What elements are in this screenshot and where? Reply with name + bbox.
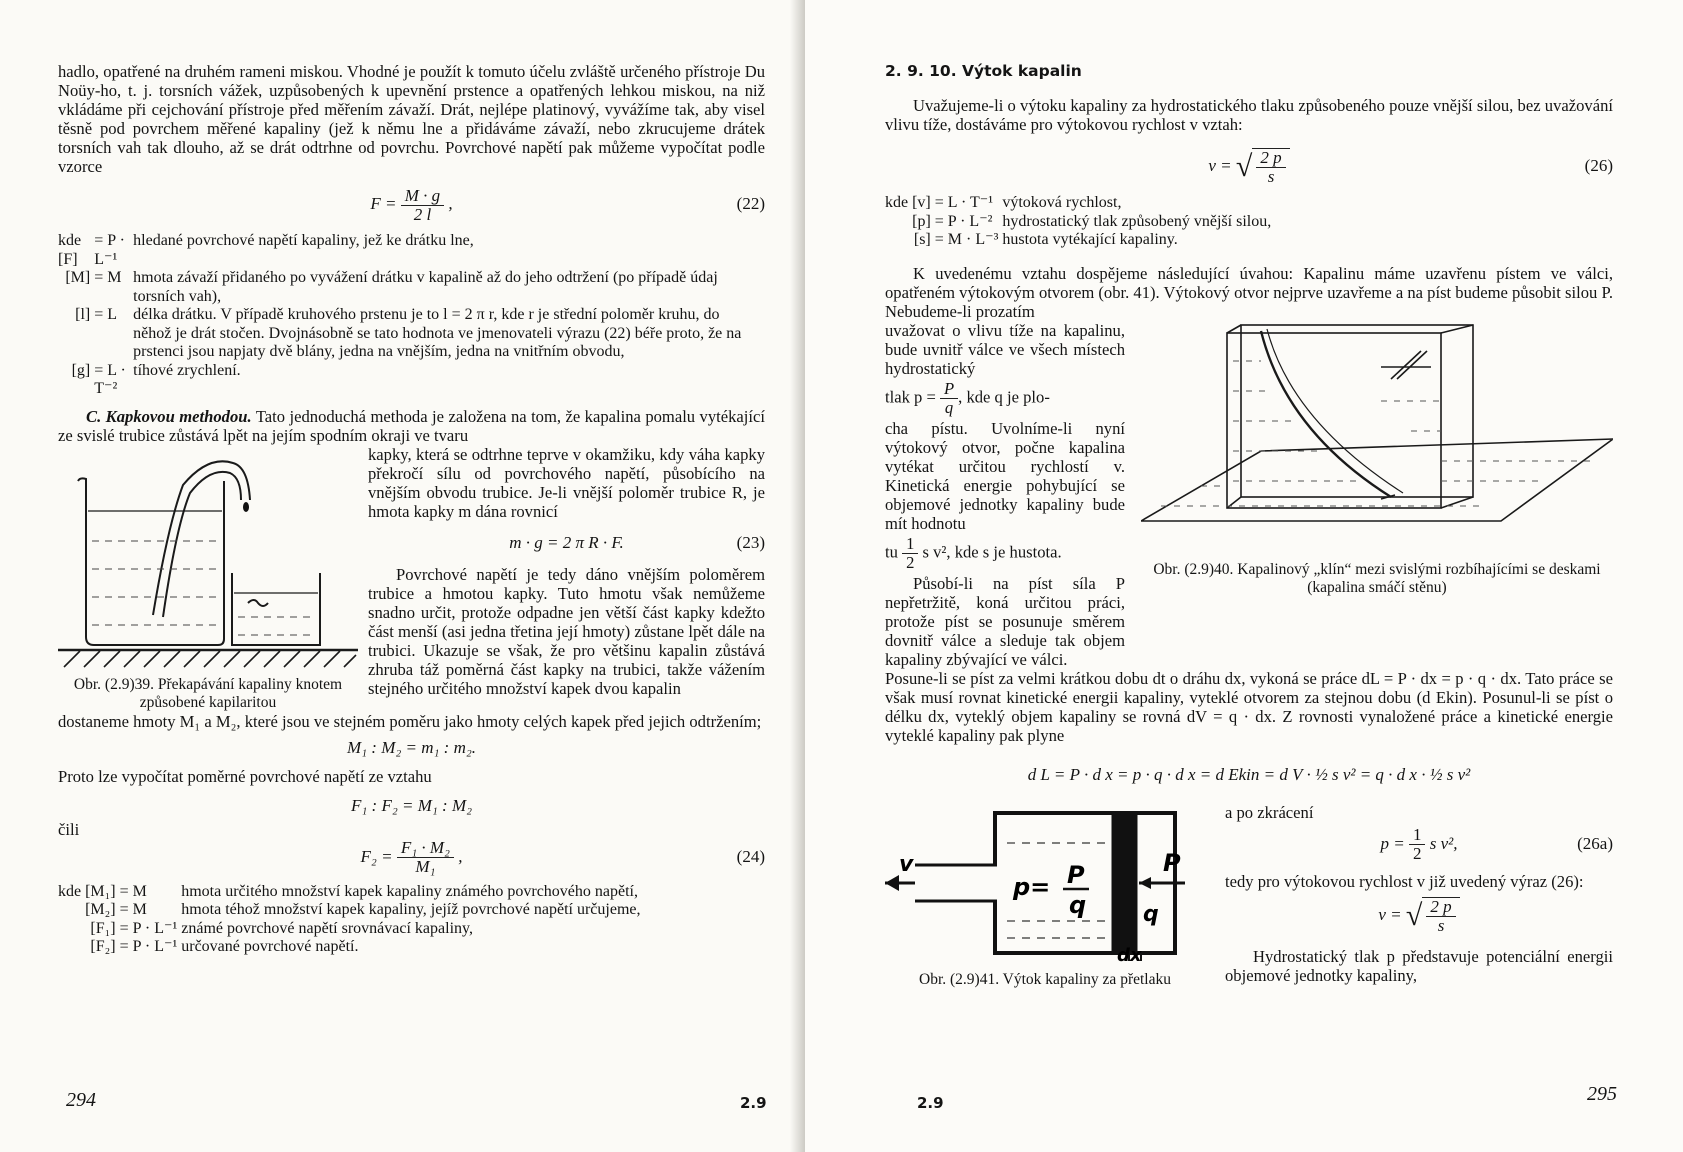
paragraph-outflow-intro: Uvažujeme-li o výtoku kapaliny za hydrostatického tlaku způsobeného pouze vnější silou, bez uvažování vlivu tíže, dostáváme pro výtokovou rychlost v vztah: (885, 96, 1613, 134)
definition-row: kde [M₁] = M hmota určitého množství kapek kapaliny známého povrchového napětí, (58, 882, 638, 900)
figure-40 (1141, 321, 1613, 669)
label-fraction-q: q (1069, 890, 1087, 919)
definition-row: [p] = P · L⁻² hydrostatický tlak způsobený vnější silou, (912, 212, 1272, 230)
figure-40-drawing (1141, 321, 1613, 553)
paragraph-intro: hadlo, opatřené na druhém rameni miskou. Vhodné je použít k tomuto účelu zvláště určeného přístroje Du Noüy-ho, t. j. torsních vážek, uzpůsobených k upevnění prstence a opatřených lehkou miskou, na niž vkládáme při cejchování přístroje před měřením závaží. Drát, nejlépe platinový, vyvážíme tak, aby visel těsně pod povrchem měřené kapaliny (jež k němu lne a přidáváme závaží, nebo zkrucujeme drátek torsních vah tak dlouho, až se drát odtrhne od povrchu. Povrchové napětí pak můžeme vypočítat podle vzorce (58, 62, 765, 176)
outflow-block (885, 803, 1613, 989)
label-p: p= (1013, 872, 1051, 901)
text-cili: čili (58, 819, 80, 839)
paragraph-potential-energy: Hydrostatický tlak p představuje potenciální energii objemové jednotky kapaliny, (1225, 946, 1613, 985)
figure-39-caption: Obr. (2.9)39. Překapávání kapaliny knotem způsobené kapilaritou (73, 675, 343, 711)
section-mark-left: 2.9 (740, 1094, 767, 1112)
definitions-26 (885, 194, 1275, 250)
label-area-q: q (1143, 901, 1159, 927)
definition-row: [l] = L délka drátku. V případě kruhového prstenu je to l = 2 π r, kde r je střední poloměr kruhu, do něhož je drát stočen. Dvojnásobně se tato hodnota ve jmenovateli výrazu (22) béře proto, že na prstenci jsou napjaty dvě blány, jedna na vnějším, jedna na vnitřním obvodu, (75, 306, 742, 360)
equation-24: F₂ = $\frac{\text{F₁ · M₂}}{\text{M₁}}$ , (24) (360, 838, 765, 877)
equation-ratio: M₁ : M₂ = m₁ : m₂. (346, 737, 477, 757)
equation-22: F = $\frac{M \cdot g}{2 l}$ , (22) (370, 185, 765, 224)
paragraph-method-c: C. Kapkovou methodou. Tato jednoduchá methoda je založena na tom, že kapalina pomalu vytékající ze svislé trubice zůstává lpět na jejím spodním okraji ve tvaru (58, 406, 765, 445)
equation-26a: p = $\frac{1}{2}$ s v², (26a) (1380, 825, 1613, 864)
label-dx: dx (1117, 944, 1142, 963)
page-number-right: 295 (1587, 1083, 1617, 1105)
section-mark-right: 2.9 (917, 1094, 944, 1112)
method-c-column: kapky, která se odtrhne teprve v okamžiku, kdy váha kapky překročí sílu od povrchového napětí, působícího na vnějším obvodu trubice. Je-li vnější poloměr trubice R, je hmota kapky m dána rovnicí m · g = 2 π R · F. (23) Povrchové napětí je tedy dáno vnějším poloměrem trubice a hmotou kapky. Tuto hmotu však nemůžeme snadno určit, protože odpadne jen větší část kapky kdežto část menší (asi jedna třetina její hmoty) zůstane lpět dále na trubici. Ukazuje se však, že pro většinu kapalin zůstává zhruba táž poměrná část kapky na trubici, takže vážením stejného určitého množství kapek dvou kapalin (368, 444, 765, 698)
left-page (0, 0, 805, 1152)
figure-39-drawing (58, 445, 358, 670)
paragraph-proto: Proto lze vypočítat poměrné povrchové napětí ze vztahu (58, 766, 432, 786)
equation-ratio-2: F₁ : F₂ = M₁ : M₂ (350, 795, 473, 815)
label-force-P: P (1163, 848, 1181, 877)
definitions-24 (58, 883, 644, 957)
figure-39 (58, 445, 358, 712)
figure-40-caption: Obr. (2.9)40. Kapalinový „klín“ mezi svislými rozbíhajícími se deskami (kapalina smáčí stěnu) (1153, 560, 1601, 596)
definition-row: [M] = M hmota závaží přidaného po vyvážení drátku v kapalině až do jeho odtržení (po případě údaj torsních vah), (65, 269, 718, 305)
paragraph-work: Posune-li se píst za velmi krátkou dobu dt o dráhu dx, vykoná se práce dL = P · dx = p · q · dx. Tato práce se však musí rovnat kinetické energii kapaliny, vyteklé otvorem za stejnou dobu (d Ekin). Posunul-li se píst o délku dx, vyteklý objem kapaliny se rovná dV = q · dx. Z rovnosti vynaložené práce a kinetické energie vyteklé kapaliny pak plyne (885, 668, 1613, 745)
section-title: 2. 9. 10. Výtok kapalin (885, 62, 1082, 80)
figure-41-caption: Obr. (2.9)41. Výtok kapaliny za přetlaku (919, 970, 1171, 988)
equation-energy: d L = P · d x = p · q · d x = d Ekin = d V · ½ s v² = q · d x · ½ s v² (1027, 764, 1471, 784)
equation-26-repeat: v = √ $\frac{2 p}{s}$ (1225, 897, 1613, 933)
definition-row: [F₂] = P · L⁻¹ určované povrchové napětí. (90, 938, 359, 955)
definitions-22 (58, 232, 765, 399)
figure-41 (885, 803, 1205, 989)
derivation-block (885, 321, 1613, 669)
method-c-block (58, 445, 765, 712)
definition-row: [g] = L · T⁻² tíhové zrychlení. (71, 361, 241, 397)
label-v: v (899, 851, 914, 877)
right-page (805, 0, 1683, 1152)
outflow-column: a po zkrácení p = $\frac{1}{2}$ s v², (26a) tedy pro výtokovou rychlost v již uvedený výraz (26): v = √ $\frac{2 p}{s}$ Hydrostatický tlak p představuje potenciální energii objemové jednotky kapaliny, (1225, 802, 1613, 985)
equation-23: m · g = 2 π R · F. (23) (509, 532, 765, 552)
definition-row: [F₁] = P · L⁻¹ známé povrchové napětí srovnávací kapaliny, (90, 919, 473, 937)
paragraph-masses: dostaneme hmoty M₁ a M₂, které jsou ve stejném poměru jako hmoty celých kapek před jejich odtržením; (58, 711, 762, 731)
page-number-left: 294 (66, 1089, 96, 1111)
paragraph-derivation: K uvedenému vztahu dospějeme následující úvahou: Kapalinu máme uzavřenu pístem ve válci, opatřeném výtokovým otvorem (obr. 41). Výtokový otvor nejprve uzavřeme a na píst budeme působit silou P. Nebudeme-li prozatím (885, 263, 1613, 321)
label-fraction-P: P (1067, 860, 1085, 889)
definition-row: kde [F] = P · L⁻¹ hledané povrchové napětí kapaliny, jež ke drátku lne, (58, 232, 474, 268)
definition-row: kde [v] = L · T⁻¹ výtoková rychlost, (885, 194, 1122, 211)
definition-row: [M₂] = M hmota téhož množství kapek kapaliny, jejíž povrchové napětí určujeme, (85, 901, 641, 918)
definition-row: [s] = M · L⁻³ hustota vytékající kapaliny. (913, 231, 1178, 248)
equation-26: v = √ $\frac{2 p}{s}$ (26) (1208, 148, 1613, 187)
derivation-column: uvažovat o vlivu tíže na kapalinu, bude uvnitř válce ve všech místech hydrostatický tlak p = $\frac{P}{q}$ , kde q je plo- cha pístu. Uvolníme-li nyní výtokový otvor, počne kapalina vytékat určitou rychlostí v. Kinetická energie pohybující se objemové jednotky kapaliny bude mít hodnotu tu $\frac{1}{2}$ s v², kde s je hustota. Působí-li na píst síla P nepřetržitě, koná určitou práci, protože píst se posunuje směrem dovnitř válce a sleduje tak objem kapaliny zbývající ve válci. (885, 320, 1125, 669)
figure-41-drawing (885, 803, 1205, 963)
